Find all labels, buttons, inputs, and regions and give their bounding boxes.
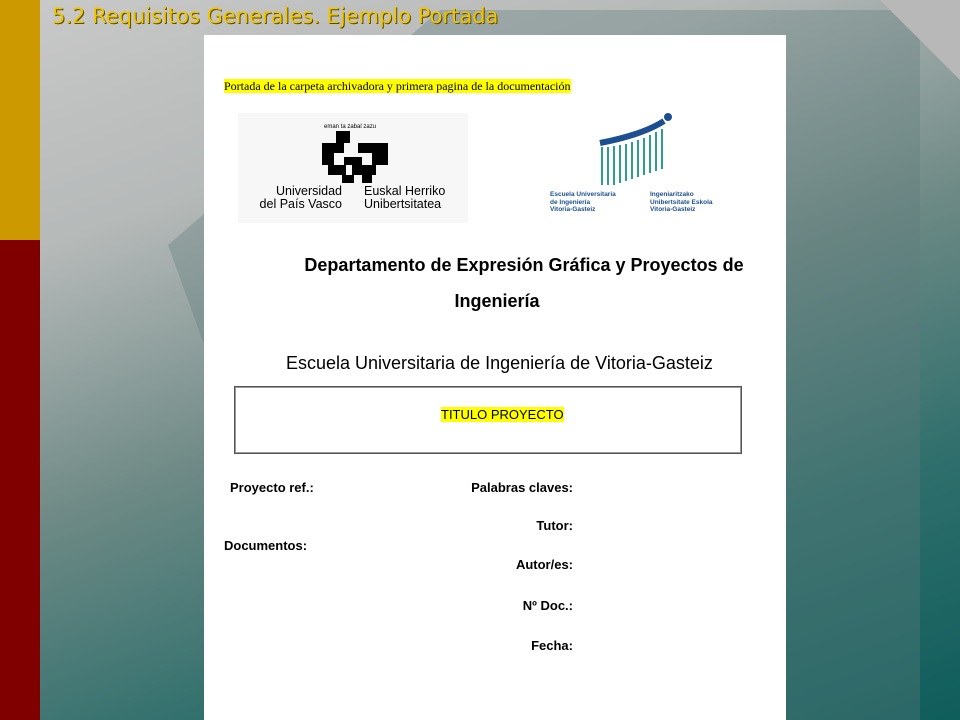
gold-stripe xyxy=(0,0,40,240)
documentos-label: Documentos: xyxy=(224,538,308,553)
school-heading: Escuela Universitaria de Ingeniería de Vitoria-Gasteiz xyxy=(286,353,713,373)
proyecto-ref-label: Proyecto ref.: xyxy=(230,480,314,495)
department-heading: Departamento de Expresión Gráfica y Proyectos de Ingeniería xyxy=(304,255,744,311)
palabras-claves-label: Palabras claves: xyxy=(471,480,573,495)
university-name-es: Universidad del País Vasco xyxy=(259,184,342,211)
document-caption: Portada de la carpeta archivadora y primera pagina de la documentación xyxy=(224,79,571,93)
school-logo xyxy=(542,107,732,222)
red-stripe xyxy=(0,240,40,720)
tutor-label: Tutor: xyxy=(536,518,573,533)
school-columns-emblem-icon xyxy=(542,107,732,192)
project-title: TITULO PROYECTO xyxy=(441,407,564,422)
school-name-eu: Ingeniaritzako Unibertsitate Eskola Vitoria-Gasteiz xyxy=(650,191,713,213)
document-page xyxy=(204,35,786,720)
project-title-box xyxy=(234,386,742,454)
num-doc-label: Nº Doc.: xyxy=(522,598,573,613)
school-name-es: Escuela Universitaria de Ingeniería Vitoria-Gasteiz xyxy=(550,191,616,213)
upv-ehu-logo xyxy=(238,113,468,223)
university-name-eu: Euskal Herriko Unibertsitatea xyxy=(364,184,446,211)
autores-label: Autor/es: xyxy=(515,557,573,572)
fecha-label: Fecha: xyxy=(531,638,573,653)
logo-tagline: eman ta zabal zazu xyxy=(324,124,377,130)
slide-title: 5.2 Requisitos Generales. Ejemplo Portada xyxy=(52,4,499,28)
